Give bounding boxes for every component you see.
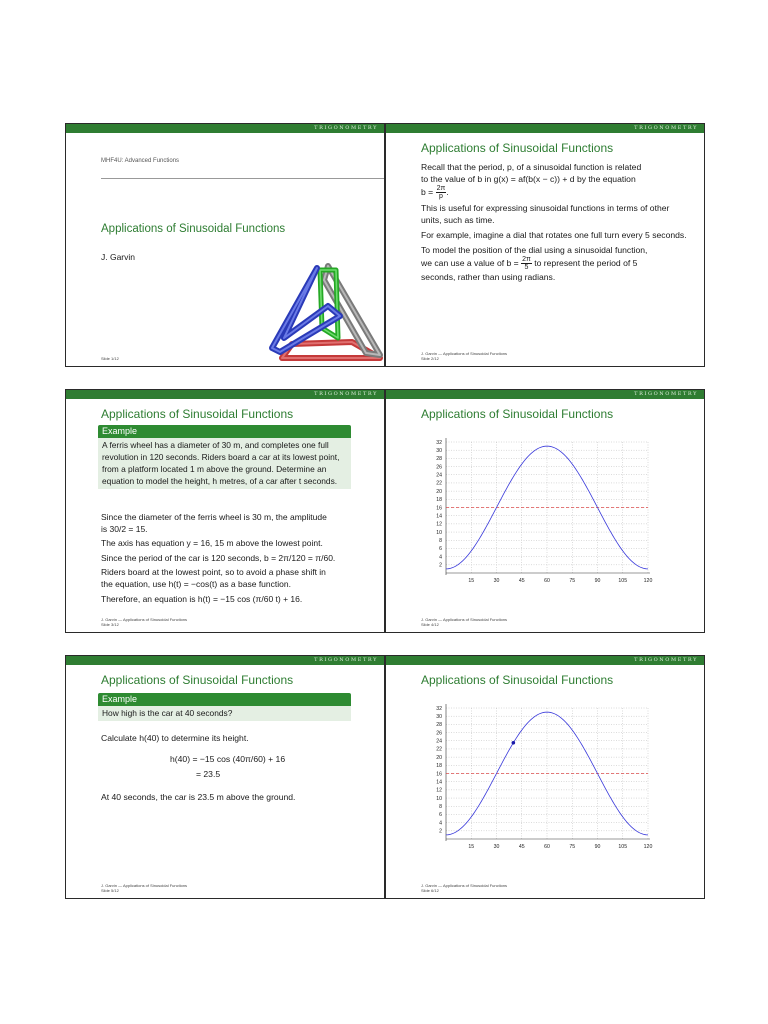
x-tick-label: 30	[493, 844, 500, 850]
x-tick-label: 45	[518, 578, 525, 584]
slide-6	[385, 655, 705, 899]
y-tick-label: 2	[439, 828, 442, 835]
slide-header-bar	[66, 656, 384, 665]
example-body	[98, 706, 351, 721]
text-line: to the value of b in g(x) = af(b(x − c)) + d by the equation	[421, 174, 636, 184]
y-tick-label: 10	[436, 795, 442, 802]
y-tick-label: 16	[436, 505, 442, 512]
ferris-wheel-height-chart-with-point	[386, 656, 705, 899]
example-text: How high is the car at 40 seconds?	[102, 708, 233, 718]
y-tick-label: 10	[436, 529, 442, 536]
example-body	[98, 438, 351, 489]
course-name: MHF4U: Advanced Functions	[101, 158, 180, 164]
slide-footer: J. Garvin — Applications of Sinusoidal Functions Slide 4/12	[421, 617, 508, 627]
y-tick-label: 20	[436, 754, 442, 761]
fraction: $\frac{2\pi}{5}$	[522, 256, 531, 271]
y-tick-label: 6	[439, 812, 442, 819]
y-tick-label: 22	[436, 746, 442, 753]
y-tick-label: 22	[436, 480, 442, 487]
example-text: A ferris wheel has a diameter of 30 m, and completes one full revolution in 120 seconds. Riders board a car at its lowest point, from a platform located 1 m above the ground. Determine an equation to model the height, h metres, of a car after t seconds.	[102, 440, 340, 486]
y-tick-label: 28	[436, 722, 442, 729]
x-tick-label: 90	[594, 578, 601, 584]
header-label: TRIGONOMETRY	[634, 657, 698, 663]
y-tick-label: 12	[436, 787, 442, 794]
example-header: Example	[98, 425, 351, 438]
y-tick-label: 24	[436, 472, 442, 479]
author-name: J. Garvin	[101, 252, 136, 262]
equation-lhs: b =	[421, 186, 434, 197]
slide-body: Calculate h(40) to determine its height.	[101, 733, 249, 743]
y-tick-label: 16	[436, 771, 442, 778]
slide-number: Slide 1/12	[101, 356, 119, 361]
text-line: To model the position of the dial using a sinusoidal function,	[421, 245, 648, 255]
equation-line: b = $\frac{2\pi}{p}$ .	[421, 185, 449, 200]
header-label: TRIGONOMETRY	[634, 391, 698, 397]
paragraph: For example, imagine a dial that rotates one full turn every 5 seconds.	[421, 230, 687, 240]
x-tick-label: 120	[643, 844, 653, 850]
slide-header-bar	[386, 124, 704, 133]
y-tick-label: 2	[439, 562, 442, 569]
y-tick-label: 32	[436, 439, 442, 446]
y-tick-label: 28	[436, 456, 442, 463]
y-tick-label: 18	[436, 763, 442, 770]
slide-footer: J. Garvin — Applications of Sinusoidal Functions Slide 2/12	[421, 351, 508, 361]
slide-title: Applications of Sinusoidal Functions	[421, 407, 614, 421]
slide-footer: J. Garvin — Applications of Sinusoidal Functions Slide 6/12	[421, 883, 508, 893]
x-tick-label: 15	[468, 844, 475, 850]
trigonometry-logo-image	[262, 258, 385, 367]
x-tick-label: 105	[618, 578, 628, 584]
y-tick-label: 18	[436, 497, 442, 504]
slide-header-bar	[66, 390, 384, 399]
y-tick-label: 24	[436, 738, 442, 745]
y-tick-label: 4	[439, 554, 442, 561]
y-tick-label: 8	[439, 538, 442, 545]
y-tick-label: 32	[436, 705, 442, 712]
y-tick-label: 4	[439, 820, 442, 827]
slide-title: Applications of Sinusoidal Functions	[101, 407, 294, 421]
x-tick-label: 30	[493, 578, 500, 584]
slide-footer: J. Garvin — Applications of Sinusoidal Functions Slide 5/12	[101, 883, 188, 893]
slide-title: Applications of Sinusoidal Functions	[101, 673, 294, 687]
y-tick-label: 14	[436, 513, 442, 520]
x-tick-label: 75	[569, 578, 576, 584]
x-tick-label: 105	[618, 844, 628, 850]
paragraph: This is useful for expressing sinusoidal functions in terms of other units, such as time.	[421, 203, 670, 225]
conclusion-text: At 40 seconds, the car is 23.5 m above the ground.	[101, 792, 296, 802]
text-line: Recall that the period, p, of a sinusoidal function is related	[421, 162, 642, 172]
header-label: TRIGONOMETRY	[314, 125, 378, 131]
y-tick-label: 14	[436, 779, 442, 786]
equation-line: = 23.5	[196, 769, 221, 779]
title-rule	[101, 178, 384, 179]
y-tick-label: 26	[436, 464, 442, 471]
x-tick-label: 45	[518, 844, 525, 850]
ferris-wheel-height-chart	[386, 390, 705, 633]
y-tick-label: 6	[439, 546, 442, 553]
fraction: $\frac{2\pi}{p}$	[436, 185, 446, 200]
slide-2	[385, 123, 705, 367]
x-tick-label: 60	[544, 578, 550, 584]
y-tick-label: 20	[436, 488, 442, 495]
text-line: seconds, rather than using radians.	[421, 272, 556, 282]
equation-line: h(40) = −15 cos (40π/60) + 16	[170, 754, 286, 764]
x-tick-label: 90	[594, 844, 601, 850]
slide-footer: J. Garvin — Applications of Sinusoidal Functions Slide 3/12	[101, 617, 188, 627]
x-tick-label: 120	[643, 578, 653, 584]
x-tick-label: 60	[544, 844, 550, 850]
slide-title: Applications of Sinusoidal Functions	[421, 141, 614, 155]
highlight-point	[512, 741, 516, 745]
slide-title: Applications of Sinusoidal Functions	[421, 673, 614, 687]
y-tick-label: 12	[436, 521, 442, 528]
slide-body	[421, 161, 690, 283]
example-header: Example	[98, 693, 351, 706]
x-tick-label: 75	[569, 844, 576, 850]
slide-body: Since the diameter of the ferris wheel is 30 m, the amplitude is 30/2 = 15. The axis has equation y = 16, 15 m above the lowest point. Since the period of the car is 120 seconds, b = 2π/120 = π/60. Riders board at the lowest point, so to avoid a phase shift in the equation, use h(t) = −cos(t) as a base function. Therefore, an equation is h(t) = −15 cos (π/60 t) + 16.	[101, 512, 336, 604]
y-tick-label: 26	[436, 730, 442, 737]
header-label: TRIGONOMETRY	[634, 125, 698, 131]
header-label: TRIGONOMETRY	[314, 391, 378, 397]
y-tick-label: 8	[439, 804, 442, 811]
slide-3	[65, 389, 385, 633]
slide-4	[385, 389, 705, 633]
equation-line: we can use a value of b = $\frac{2\pi}{5}$ to represent the period of 5	[421, 256, 638, 271]
slide-header-bar	[66, 124, 384, 133]
y-tick-label: 30	[436, 713, 442, 720]
slide-1	[65, 123, 385, 367]
header-label: TRIGONOMETRY	[314, 657, 378, 663]
y-tick-label: 30	[436, 447, 442, 454]
x-tick-label: 15	[468, 578, 475, 584]
slide-5	[65, 655, 385, 899]
presentation-title: Applications of Sinusoidal Functions	[101, 223, 286, 235]
